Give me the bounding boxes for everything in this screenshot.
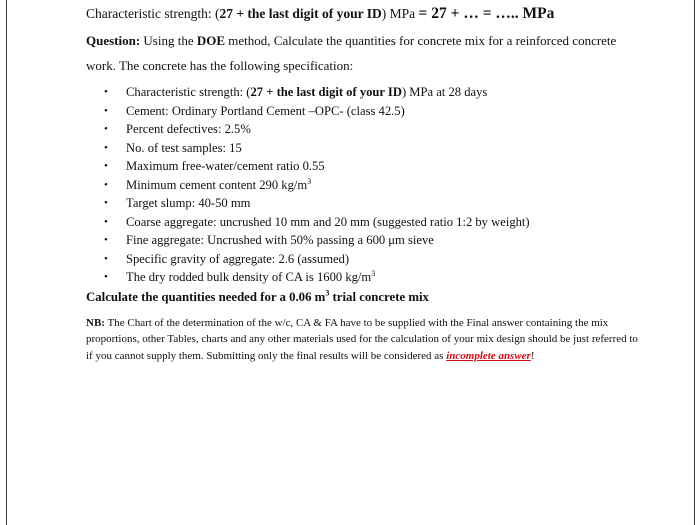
spec-gravity: Specific gravity of aggregate: 2.6 (assumed) (126, 251, 350, 266)
bullet-icon: • (104, 104, 108, 117)
spec-min-cement: Minimum cement content 290 kg/m (126, 177, 308, 192)
spec-item-defectives (86, 120, 646, 139)
right-page-border (694, 0, 695, 525)
spec-samples: No. of test samples: 15 (126, 140, 242, 155)
spec-fine: Fine aggregate: Uncrushed with 50% passing a 600 μm sieve (126, 233, 434, 247)
spec-min-cement-sup: 3 (307, 176, 312, 186)
characteristic-strength-line (86, 4, 646, 24)
bullet-icon: • (104, 215, 108, 228)
nb-end: ! (530, 350, 535, 363)
specification-list (86, 83, 646, 287)
bullet-icon: • (104, 160, 108, 172)
spec-wc-ratio: Maximum free-water/cement ratio 0.55 (126, 159, 325, 173)
spec-item-slump (86, 194, 646, 213)
spec-item-cement (86, 102, 646, 121)
question-text-1: Using the (140, 33, 197, 48)
spec-density-sup: 3 (371, 268, 376, 278)
spec-item-coarse (86, 213, 646, 232)
calc-suffix: trial concrete mix (329, 289, 429, 304)
spec-item-density (86, 268, 646, 287)
spec-slump: Target slump: 40-50 mm (126, 196, 251, 210)
bullet-icon: • (104, 178, 108, 191)
spec-item-samples (86, 139, 646, 158)
spec-strength-bold: 27 + the last digit of your ID (250, 85, 402, 99)
bullet-icon: • (104, 141, 108, 154)
nb-paragraph (86, 315, 646, 365)
strength-label: Characteristic strength: ( (86, 6, 220, 21)
strength-formula: = 27 + … = ….. MPa (418, 5, 555, 22)
left-page-border (6, 0, 7, 525)
spec-defectives: Percent defectives: 2.5% (126, 122, 251, 136)
nb-label: NB: (86, 316, 105, 329)
spec-cement: Cement: Ordinary Portland Cement –OPC- (class 42.5) (126, 103, 405, 118)
bullet-icon: • (104, 234, 108, 246)
incomplete-answer-emphasis: incomplete answer (446, 350, 531, 363)
spec-item-strength (86, 83, 646, 102)
question-paragraph (86, 28, 646, 78)
question-label: Question: (86, 33, 141, 48)
question-text-2: method, Calculate the quantities for concrete mix for a reinforced concrete work. The concrete has the following specification: (86, 33, 617, 73)
strength-unit: ) MPa (381, 6, 419, 21)
spec-density: The dry rodded bulk density of CA is 1600 kg/m (126, 270, 372, 284)
spec-coarse: Coarse aggregate: uncrushed 10 mm and 20 mm (suggested ratio 1:2 by weight) (126, 214, 530, 229)
bullet-icon: • (104, 123, 108, 135)
nb-text: The Chart of the determination of the w/c, CA & FA have to be supplied with the Final answer containing the mix proportions, other Tables, charts and any other materials used for the calculation of your mix design should be just referred to if you cannot supply them. Submitting only the final results will be considered as (86, 316, 638, 363)
question-method: DOE (196, 33, 226, 48)
spec-item-fine (86, 231, 646, 250)
bullet-icon: • (104, 86, 108, 98)
bullet-icon: • (104, 271, 108, 283)
spec-strength-prefix: Characteristic strength: ( (126, 85, 251, 99)
spec-item-wc-ratio (86, 157, 646, 176)
strength-bold: 27 + the last digit of your ID (219, 6, 382, 21)
bullet-icon: • (104, 252, 108, 265)
document-content (86, 4, 646, 365)
spec-item-min-cement (86, 176, 646, 195)
calc-text: Calculate the quantities needed for a 0.06 m (86, 289, 326, 304)
spec-item-gravity (86, 250, 646, 269)
calc-sup: 3 (325, 288, 330, 298)
bullet-icon: • (104, 197, 108, 209)
calculate-heading (86, 288, 646, 307)
spec-strength-suffix: ) MPa at 28 days (401, 85, 488, 99)
